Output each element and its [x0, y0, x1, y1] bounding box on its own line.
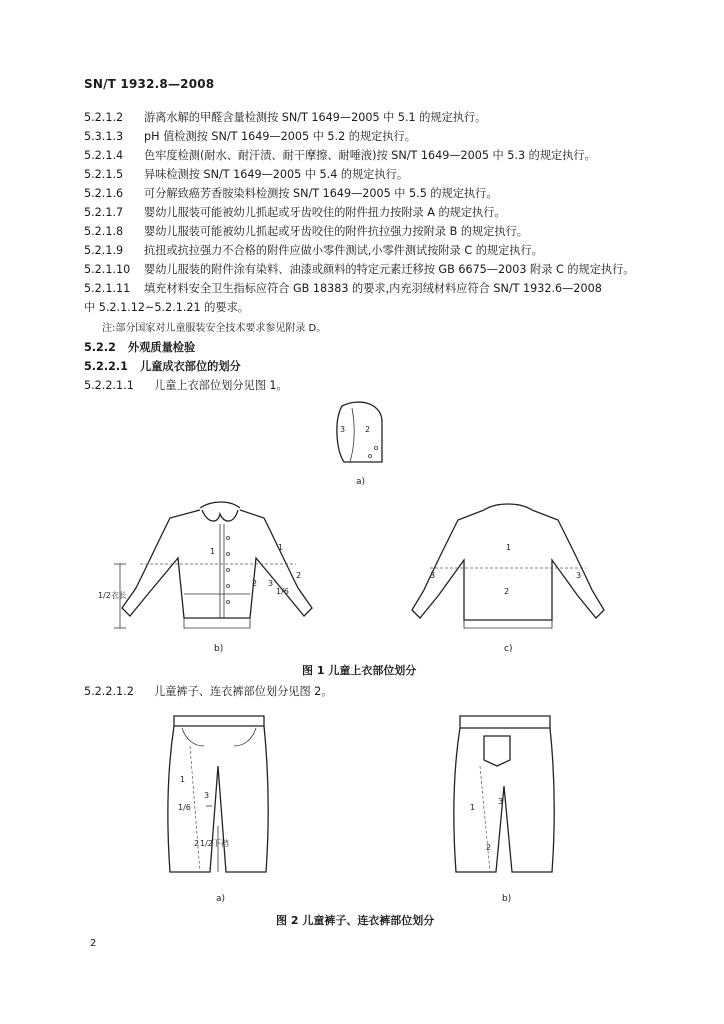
clause-line: 5.2.1.2 游离水解的甲醛含量检测按 SN/T 1649—2005 中 5.1 的规定执行。: [84, 111, 487, 124]
note: 注:部分国家对儿童服装安全技术要求参见附录 D。: [102, 323, 327, 334]
jacket-front-drawing: [100, 498, 330, 638]
zone-label: 3: [204, 791, 210, 800]
dimension-label: 1/2衣长: [98, 591, 127, 600]
zone-label: 1/6: [178, 803, 191, 812]
dimension-label: 1/2下裆: [200, 839, 229, 848]
trousers-front-drawing: [160, 706, 280, 886]
subfigure-label: a): [356, 477, 366, 487]
zone-label: 1/6: [276, 587, 289, 596]
clause-line: 5.2.1.6 可分解致癌芳香胺染料检测按 SN/T 1649—2005 中 5.5 的规定执行。: [84, 187, 498, 200]
clause-line: 5.2.1.9 抗扭或抗拉强力不合格的附件应做小零件测试,小零件测试按附录 C 的规定执行。: [84, 244, 543, 257]
section-heading: 5.2.2.1 儿童成衣部位的划分: [84, 360, 241, 373]
zone-label: 3: [576, 571, 582, 580]
subfigure-label: b): [502, 894, 512, 904]
page-number: 2: [90, 938, 97, 949]
clause-line: 5.2.1.4 色牢度检测(耐水、耐汗渍、耐干摩擦、耐唾液)按 SN/T 1649—2005 中 5.3 的规定执行。: [84, 149, 596, 162]
zone-label: 2: [365, 425, 371, 434]
clause-line: 5.2.1.5 异味检测按 SN/T 1649—2005 中 5.4 的规定执行。: [84, 168, 409, 181]
figure-caption: 图 2 儿童裤子、连衣裤部位划分: [276, 914, 435, 927]
zone-label: 3: [268, 579, 274, 588]
subfigure-label: b): [214, 644, 224, 654]
clause-line: 5.2.1.8 婴幼儿服装可能被幼儿抓起或牙齿咬住的附件抗拉强力按附录 B 的规定执行。: [84, 225, 528, 238]
zone-label: 2: [194, 839, 200, 848]
zone-label: 1: [210, 547, 216, 556]
figure-caption: 图 1 儿童上衣部位划分: [302, 664, 417, 677]
section-heading: 5.2.2 外观质量检验: [84, 341, 196, 354]
zone-label: 1: [470, 803, 476, 812]
clause-line: 5.2.2.1.2 儿童裤子、连衣裤部位划分见图 2。: [84, 685, 333, 698]
trousers-back-drawing: [440, 706, 570, 886]
clause-line: 5.2.1.10 婴幼儿服装的附件涂有染料、油漆或颜料的特定元素迁移按 GB 6675—2003 附录 C 的规定执行。: [84, 263, 635, 276]
clause-line: 5.3.1.3 pH 值检测按 SN/T 1649—2005 中 5.2 的规定执行。: [84, 130, 416, 143]
zone-label: 1: [506, 543, 512, 552]
zone-label: 2: [296, 571, 302, 580]
zone-label: 1: [180, 775, 186, 784]
subfigure-label: c): [504, 644, 513, 654]
zone-label: 2: [252, 579, 258, 588]
clause-line: 5.2.1.7 婴幼儿服装可能被幼儿抓起或牙齿咬住的附件扭力按附录 A 的规定执行。: [84, 206, 506, 219]
clause-line: 5.2.2.1.1 儿童上衣部位划分见图 1。: [84, 379, 288, 392]
zone-label: 3: [430, 571, 436, 580]
clause-continuation: 中 5.2.1.12~5.2.1.21 的要求。: [84, 301, 249, 314]
page-header: SN/T 1932.8—2008: [84, 77, 215, 91]
subfigure-label: a): [216, 894, 226, 904]
zone-label: 2: [486, 843, 492, 852]
zone-label: 3: [340, 425, 346, 434]
zone-label: 3: [498, 797, 504, 806]
zone-label: 1: [278, 543, 284, 552]
hood-drawing: [330, 400, 390, 472]
jacket-back-drawing: [400, 498, 620, 638]
zone-label: 2: [504, 587, 510, 596]
clause-line: 5.2.1.11 填充材料安全卫生指标应符合 GB 18383 的要求,内充羽绒材料应符合 SN/T 1932.6—2008: [84, 282, 602, 295]
